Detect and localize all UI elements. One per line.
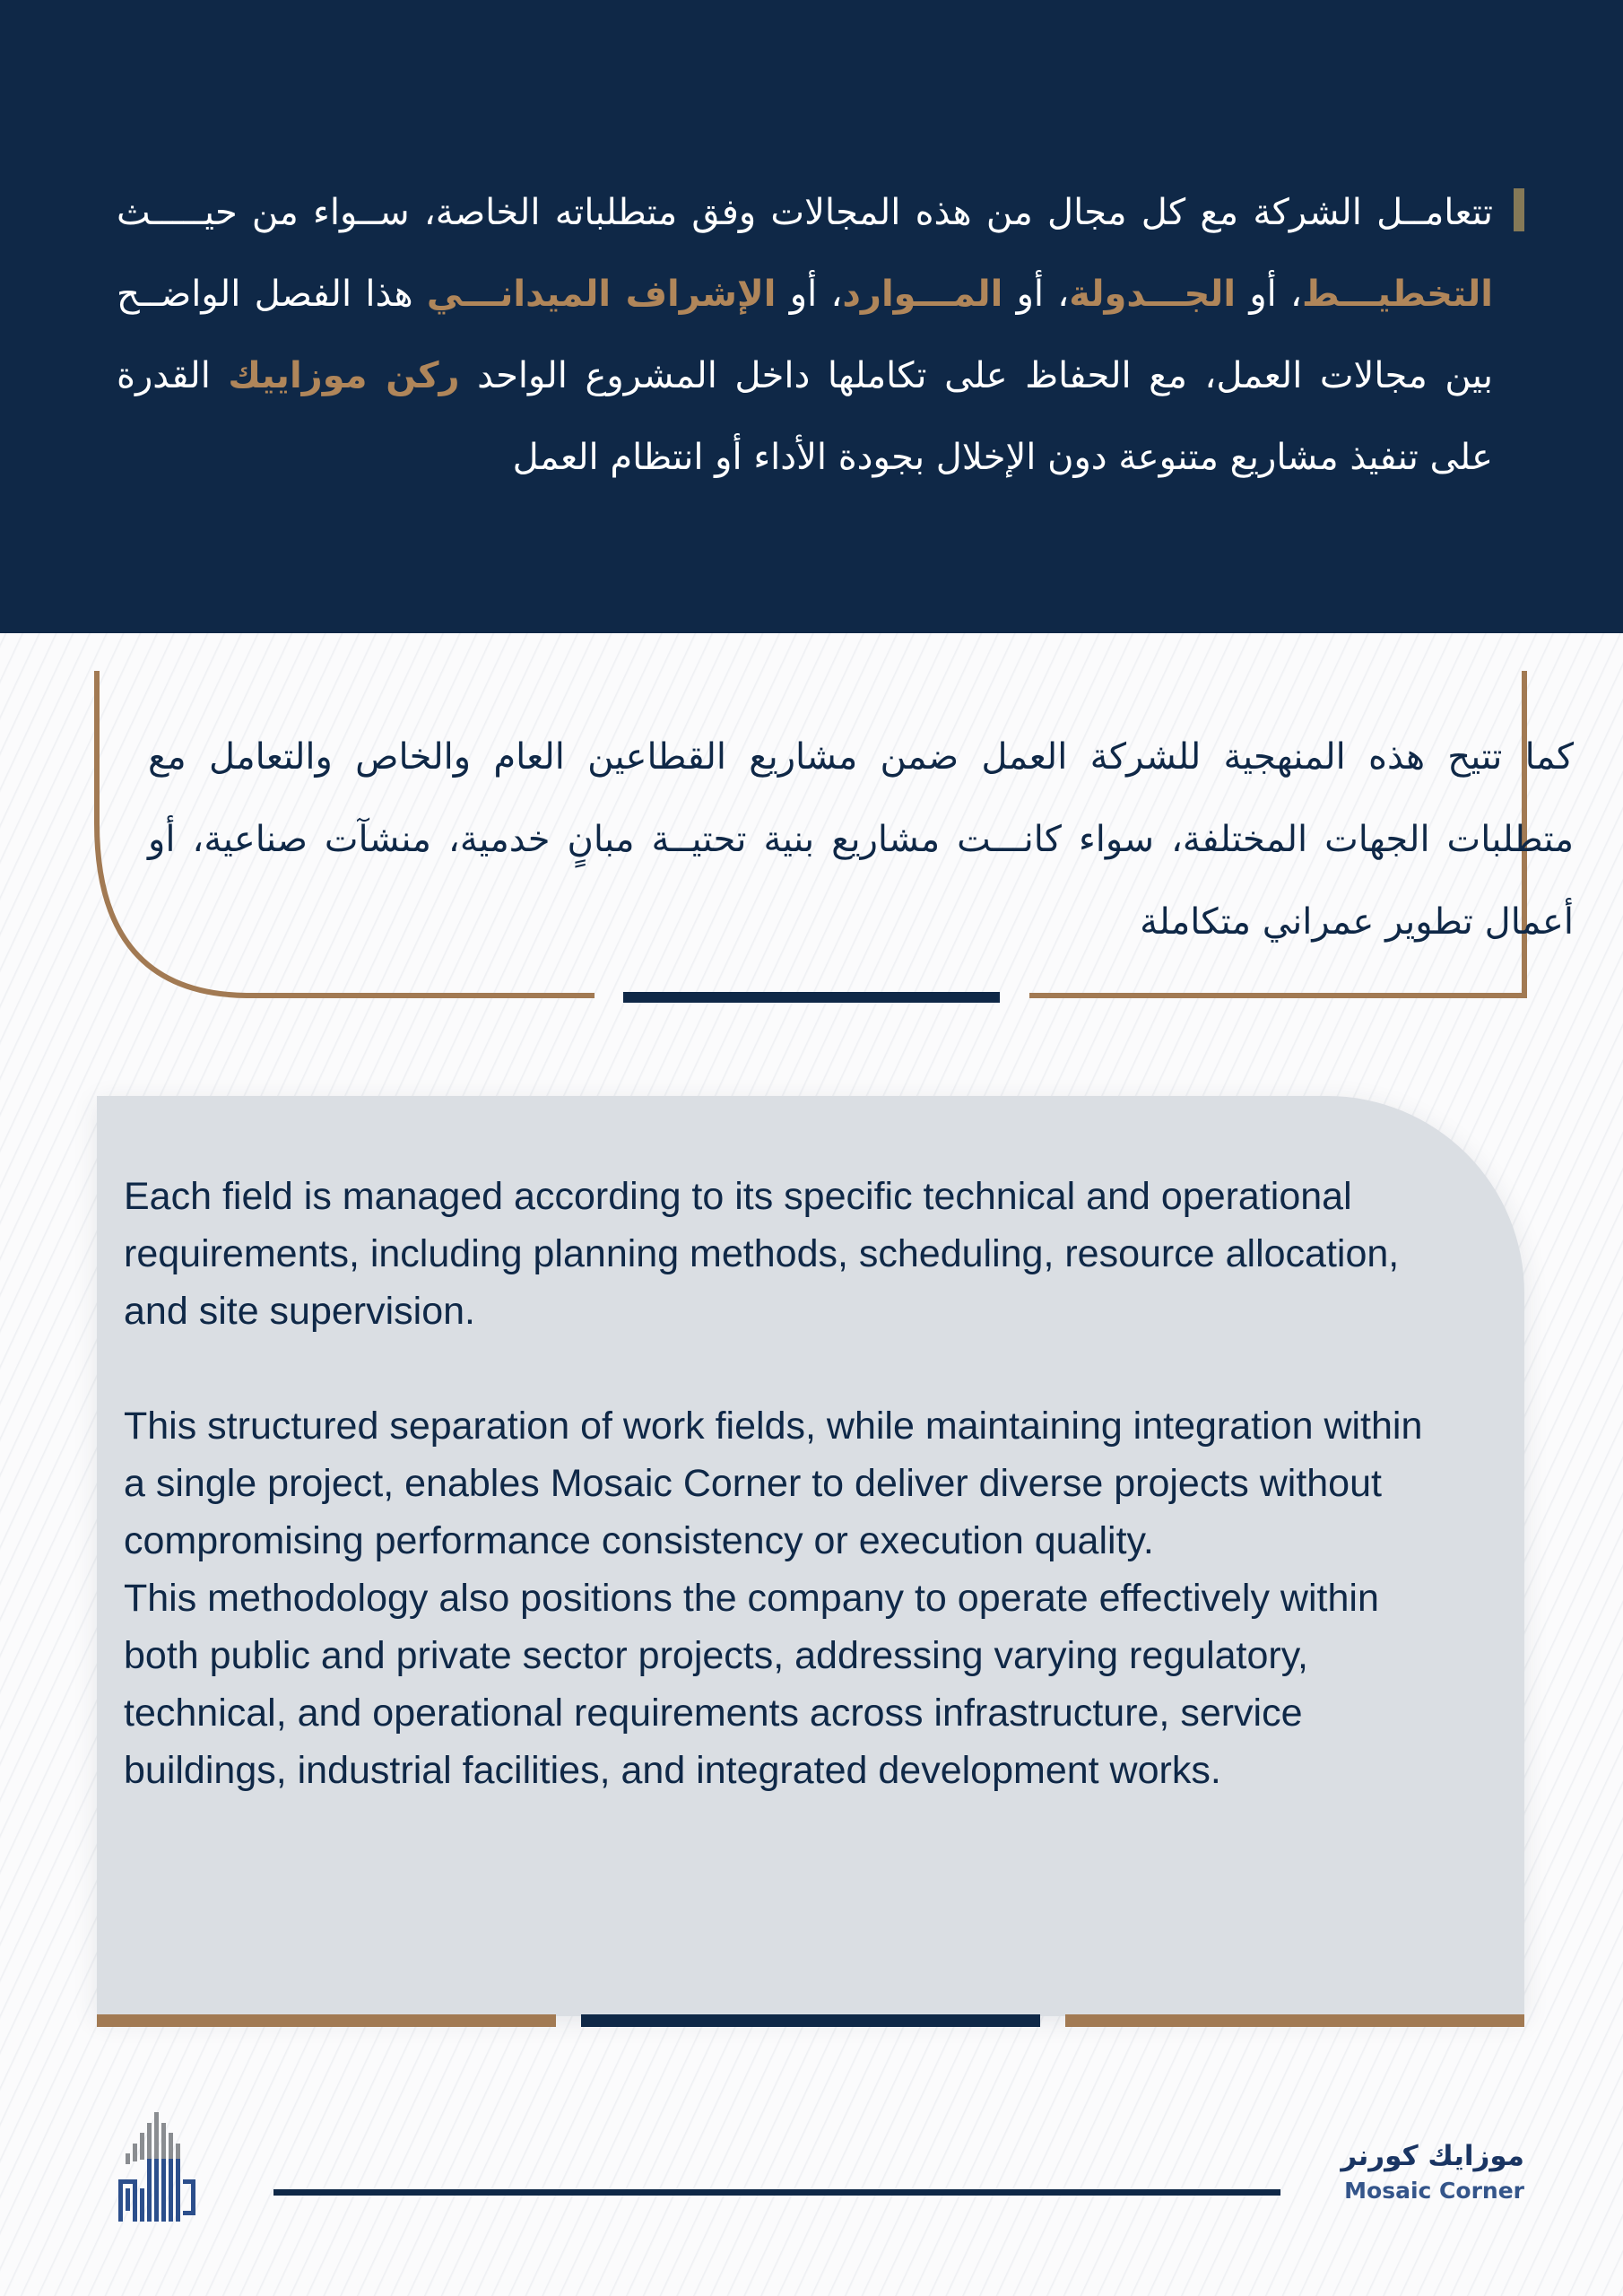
divider-bar-center — [581, 2014, 1040, 2027]
brand-name-arabic: موزايك كورنر — [1341, 2140, 1524, 2172]
accent-bar — [1514, 188, 1524, 231]
hero-text-segment: القدرة على تنفيذ مشاريع متنوعة دون الإخلال بجودة الأداء أو انتظام العمل — [117, 355, 1493, 478]
english-paragraph-3: This methodology also positions the company to operate effectively within both public and private sector projects, addressing varying regulatory, technical, and operational requirements across infrastructure, service buildings, industrial facilities, and integrated development works. — [124, 1577, 1379, 1792]
hero-highlight-term: ركن موزاييك — [228, 355, 460, 396]
divider-bar-left — [97, 2014, 556, 2027]
brand-name-english: Mosaic Corner — [1344, 2178, 1524, 2204]
hero-highlight-term: التخطيـــط — [1301, 274, 1493, 315]
divider-bar-right — [1065, 2014, 1524, 2027]
card-divider-bars — [97, 2014, 1524, 2027]
english-paragraph-1: Each field is managed according to its specific technical and operational requirements, including planning methods, scheduling, resource allocation, and site supervision. — [124, 1175, 1400, 1333]
bracket-paragraph: كما تتيح هذه المنهجية للشركة العمل ضمن مشاريع القطاعين العام والخاص والتعامل مع متطلبات الجهات المختلفة، سواء كانـــت مشاريع بنية تحتيــة مبانٍ خدمية، منشآت صناعية، أو أعمال تطوير عمراني متكاملة — [148, 736, 1574, 943]
english-card — [97, 1096, 1524, 2016]
hero-text-segment: ، أو — [776, 274, 843, 315]
footer-rule — [273, 2189, 1280, 2196]
hero-text-segment: ، أو — [1002, 274, 1070, 315]
hero-text-segment: ، أو — [1236, 274, 1302, 315]
bracket-center-bar — [623, 992, 1000, 1003]
english-text — [124, 1168, 1451, 1799]
hero-text-segment: هذا الفصل الواضــح بين مجالات العمل، مع الحفاظ على تكاملها داخل المشروع الواحد — [117, 274, 1493, 396]
hero-section — [0, 0, 1623, 633]
mosaic-corner-logo-icon — [103, 2103, 220, 2229]
hero-text-segment: تتعامــل الشركة مع كل مجال من هذه المجالات وفق متطلباته الخاصة، ســواء من حيـــــث — [117, 192, 1493, 233]
bracket-section — [94, 671, 1574, 1003]
english-paragraph-2: This structured separation of work fields, while maintaining integration within a single project, enables Mosaic Corner to deliver diverse projects without compromising performance consistency or execution quality. — [124, 1405, 1423, 1562]
hero-highlight-term: الجـــدولة — [1069, 274, 1237, 315]
hero-highlight-term: المـــوارد — [842, 274, 1003, 315]
hero-paragraph — [117, 172, 1493, 499]
hero-highlight-term: الإشراف الميدانـــي — [426, 274, 777, 315]
